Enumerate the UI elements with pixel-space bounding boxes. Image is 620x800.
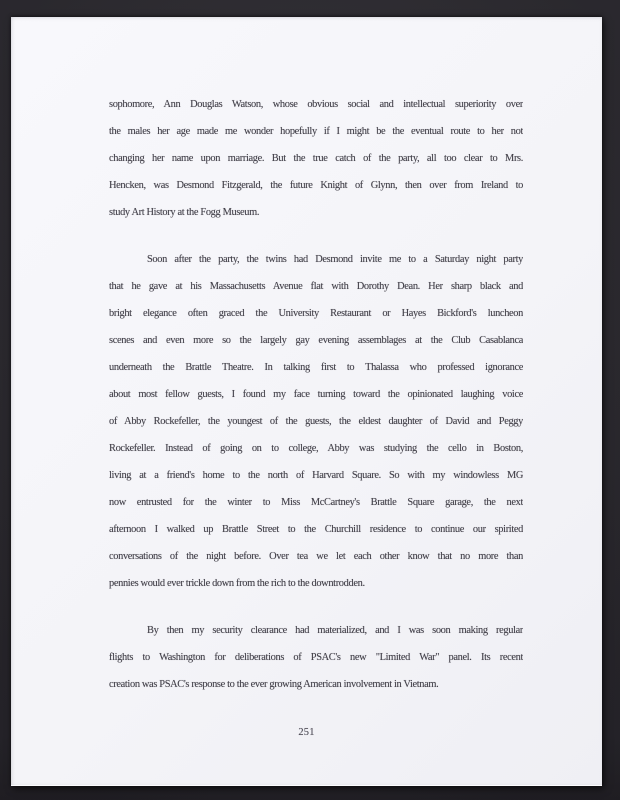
text-line: Hencken, was Desmond Fitzgerald, the future Knight of Glynn, then over from Ireland to bbox=[109, 180, 523, 191]
page-number: 251 bbox=[298, 727, 315, 738]
document-page bbox=[11, 17, 602, 786]
text-line: By then my security clearance had materialized, and I was soon making regular bbox=[147, 625, 523, 636]
text-line: conversations of the night before. Over tea we let each other know that no more than bbox=[109, 551, 523, 562]
paragraph-1 bbox=[109, 91, 523, 226]
text-line: that he gave at his Massachusetts Avenue flat with Dorothy Dean. Her sharp black and bbox=[109, 281, 523, 292]
text-line: underneath the Brattle Theatre. In talking first to Thalassa who professed ignorance bbox=[109, 362, 523, 373]
text-line: now entrusted for the winter to Miss McCartney's Brattle Square garage, the next bbox=[109, 497, 523, 508]
text-line: study Art History at the Fogg Museum. bbox=[109, 207, 260, 218]
text-line: Rockefeller. Instead of going on to college, Abby was studying the cello in Boston, bbox=[109, 443, 523, 454]
text-line: afternoon I walked up Brattle Street to the Churchill residence to continue our spirited bbox=[109, 524, 523, 535]
text-line: of Abby Rockefeller, the youngest of the guests, the eldest daughter of David and Peggy bbox=[109, 416, 523, 427]
text-line: changing her name upon marriage. But the true catch of the party, all too clear to Mrs. bbox=[109, 153, 523, 164]
text-line: sophomore, Ann Douglas Watson, whose obvious social and intellectual superiority over bbox=[109, 99, 523, 110]
text-line: Soon after the party, the twins had Desmond invite me to a Saturday night party bbox=[147, 254, 523, 265]
text-line: the males her age made me wonder hopefully if I might be the eventual route to her not bbox=[109, 126, 523, 137]
text-line: about most fellow guests, I found my face turning toward the opinionated laughing voice bbox=[109, 389, 523, 400]
text-line: pennies would ever trickle down from the rich to the downtrodden. bbox=[109, 578, 365, 589]
text-line: creation was PSAC's response to the ever growing American involvement in Vietnam. bbox=[109, 679, 439, 690]
page-text bbox=[109, 91, 523, 718]
text-line: scenes and even more so the largely gay evening assemblages at the Club Casablanca bbox=[109, 335, 523, 346]
text-line: living at a friend's home to the north of Harvard Square. So with my windowless MG bbox=[109, 470, 523, 481]
paragraph-3 bbox=[109, 617, 523, 698]
text-line: bright elegance often graced the University Restaurant or Hayes Bickford's luncheon bbox=[109, 308, 523, 319]
paragraph-2 bbox=[109, 246, 523, 597]
text-line: flights to Washington for deliberations of PSAC's new "Limited War" panel. Its recent bbox=[109, 652, 523, 663]
